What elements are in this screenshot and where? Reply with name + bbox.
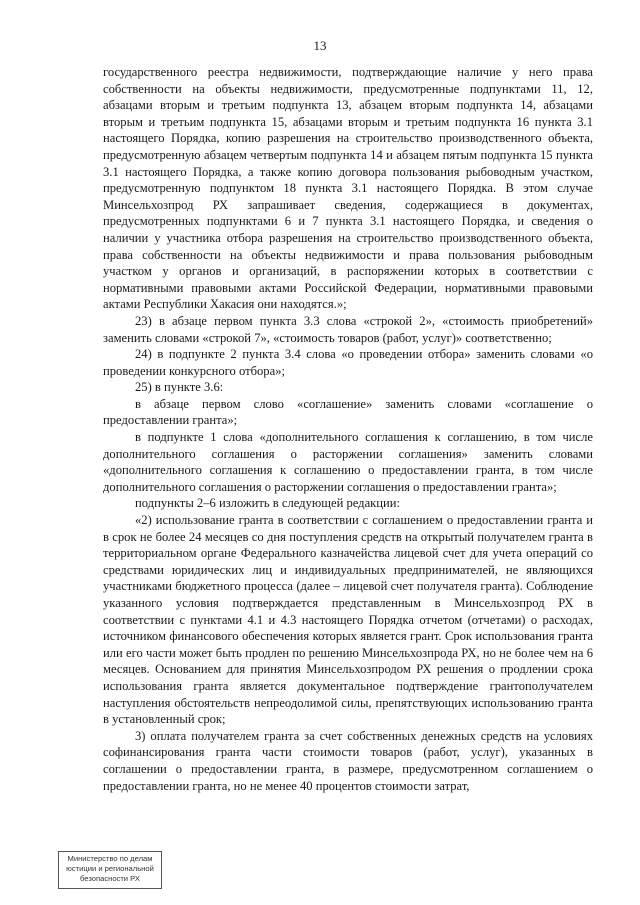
- paragraph: 25) в пункте 3.6:: [135, 380, 224, 395]
- paragraph: в подпункте 1 слова «дополнительного соглашения к соглашению, в том числе дополнительного соглашения о расторжении соглашения» заменить словами «дополнительного соглашения к соглашению о предоставлении гранта, в том числе дополнительного соглашения о расторжении соглашения о предоставлении гранта»;: [103, 430, 593, 494]
- paragraph: 3) оплата получателем гранта за счет собственных денежных средств на условиях софинансирования гранта части стоимости товаров (работ, услуг), указанных в соглашении о предоставлении гранта, в размере, предусмотренном соглашением о предоставлении гранта, но не менее 40 процентов стоимости затрат,: [103, 728, 593, 793]
- document-body: [103, 64, 593, 794]
- stamp-line: юстиции и региональной: [66, 864, 154, 873]
- page-number: 13: [313, 38, 327, 53]
- registration-stamp: [58, 851, 162, 889]
- paragraph: государственного реестра недвижимости, подтверждающие наличие у него права собственности на объекты недвижимости, предусмотренные подпунктами 11, 12, абзацами вторым и третьим подпункта 13, абзацем вторым подпункта 14, абзацами вторым и третьим подпункта 15, абзацами вторым и третьим подпункта 16 пункта 3.1 настоящего Порядка, копию разрешения на строительство производственного объекта, предусмотренную абзацем четвертым подпункта 14 и абзацем пятым подпункта 15 пункта 3.1 настоящего Порядка, а также копию договора пользования рыбоводным участком, предусмотренную подпунктом 18 пункта 3.1 настоящего Порядка. В этом случае Минсельхозпрод РХ запрашивает сведения, содержащиеся в документах, предусмотренных подпунктами 6 и 7 пункта 3.1 настоящего Порядка, и сведения о наличии у участника отбора разрешения на строительство производственного объекта, права собственности на объекты недвижимости и права пользования рыбоводным участком у органов и организаций, в распоряжении которых в соответствии с нормативными правовыми актами Российской Федерации, нормативными правовыми актами Республики Хакасия они находятся.»;: [103, 65, 593, 312]
- paragraph: 24) в подпункте 2 пункта 3.4 слова «о проведении отбора» заменить словами «о проведении конкурсного отбора»;: [103, 347, 593, 378]
- paragraph: в абзаце первом слово «соглашение» заменить словами «соглашение о предоставлении гранта»;: [103, 396, 593, 428]
- stamp-line: безопасности РХ: [80, 874, 140, 883]
- paragraph: подпункты 2–6 изложить в следующей редакции:: [135, 496, 401, 511]
- stamp-line: Министерство по делам: [67, 854, 153, 863]
- paragraph: 23) в абзаце первом пункта 3.3 слова «строкой 2», «стоимость приобретений» заменить словами «строкой 7», «стоимость товаров (работ, услуг)» соответственно;: [103, 313, 593, 345]
- paragraph: «2) использование гранта в соответствии с соглашением о предоставлении гранта и в срок не более 24 месяцев со дня поступления средств на открытый получателем гранта в территориальном органе Федерального казначейства лицевой счет для учета операций со средствами юридических лиц и индивидуальных предпринимателей, не являющихся участниками бюджетного процесса (далее – лицевой счет получателя гранта). Соблюдение указанного условия подтверждается представленным в Минсельхозпрод РХ в соответствии с пунктами 4.1 и 4.3 настоящего Порядка отчетом (отчетами) о расходах, источником финансового обеспечения которых является грант. Срок использования гранта или его части может быть продлен по решению Минсельхозпрода РХ, но не более чем на 6 месяцев. Основанием для принятия Минсельхозпродом РХ решения о продлении срока использования гранта является документальное подтверждение грантополучателем наступления обстоятельств непреодолимой силы, препятствующих использованию гранта в установленный срок;: [103, 513, 593, 727]
